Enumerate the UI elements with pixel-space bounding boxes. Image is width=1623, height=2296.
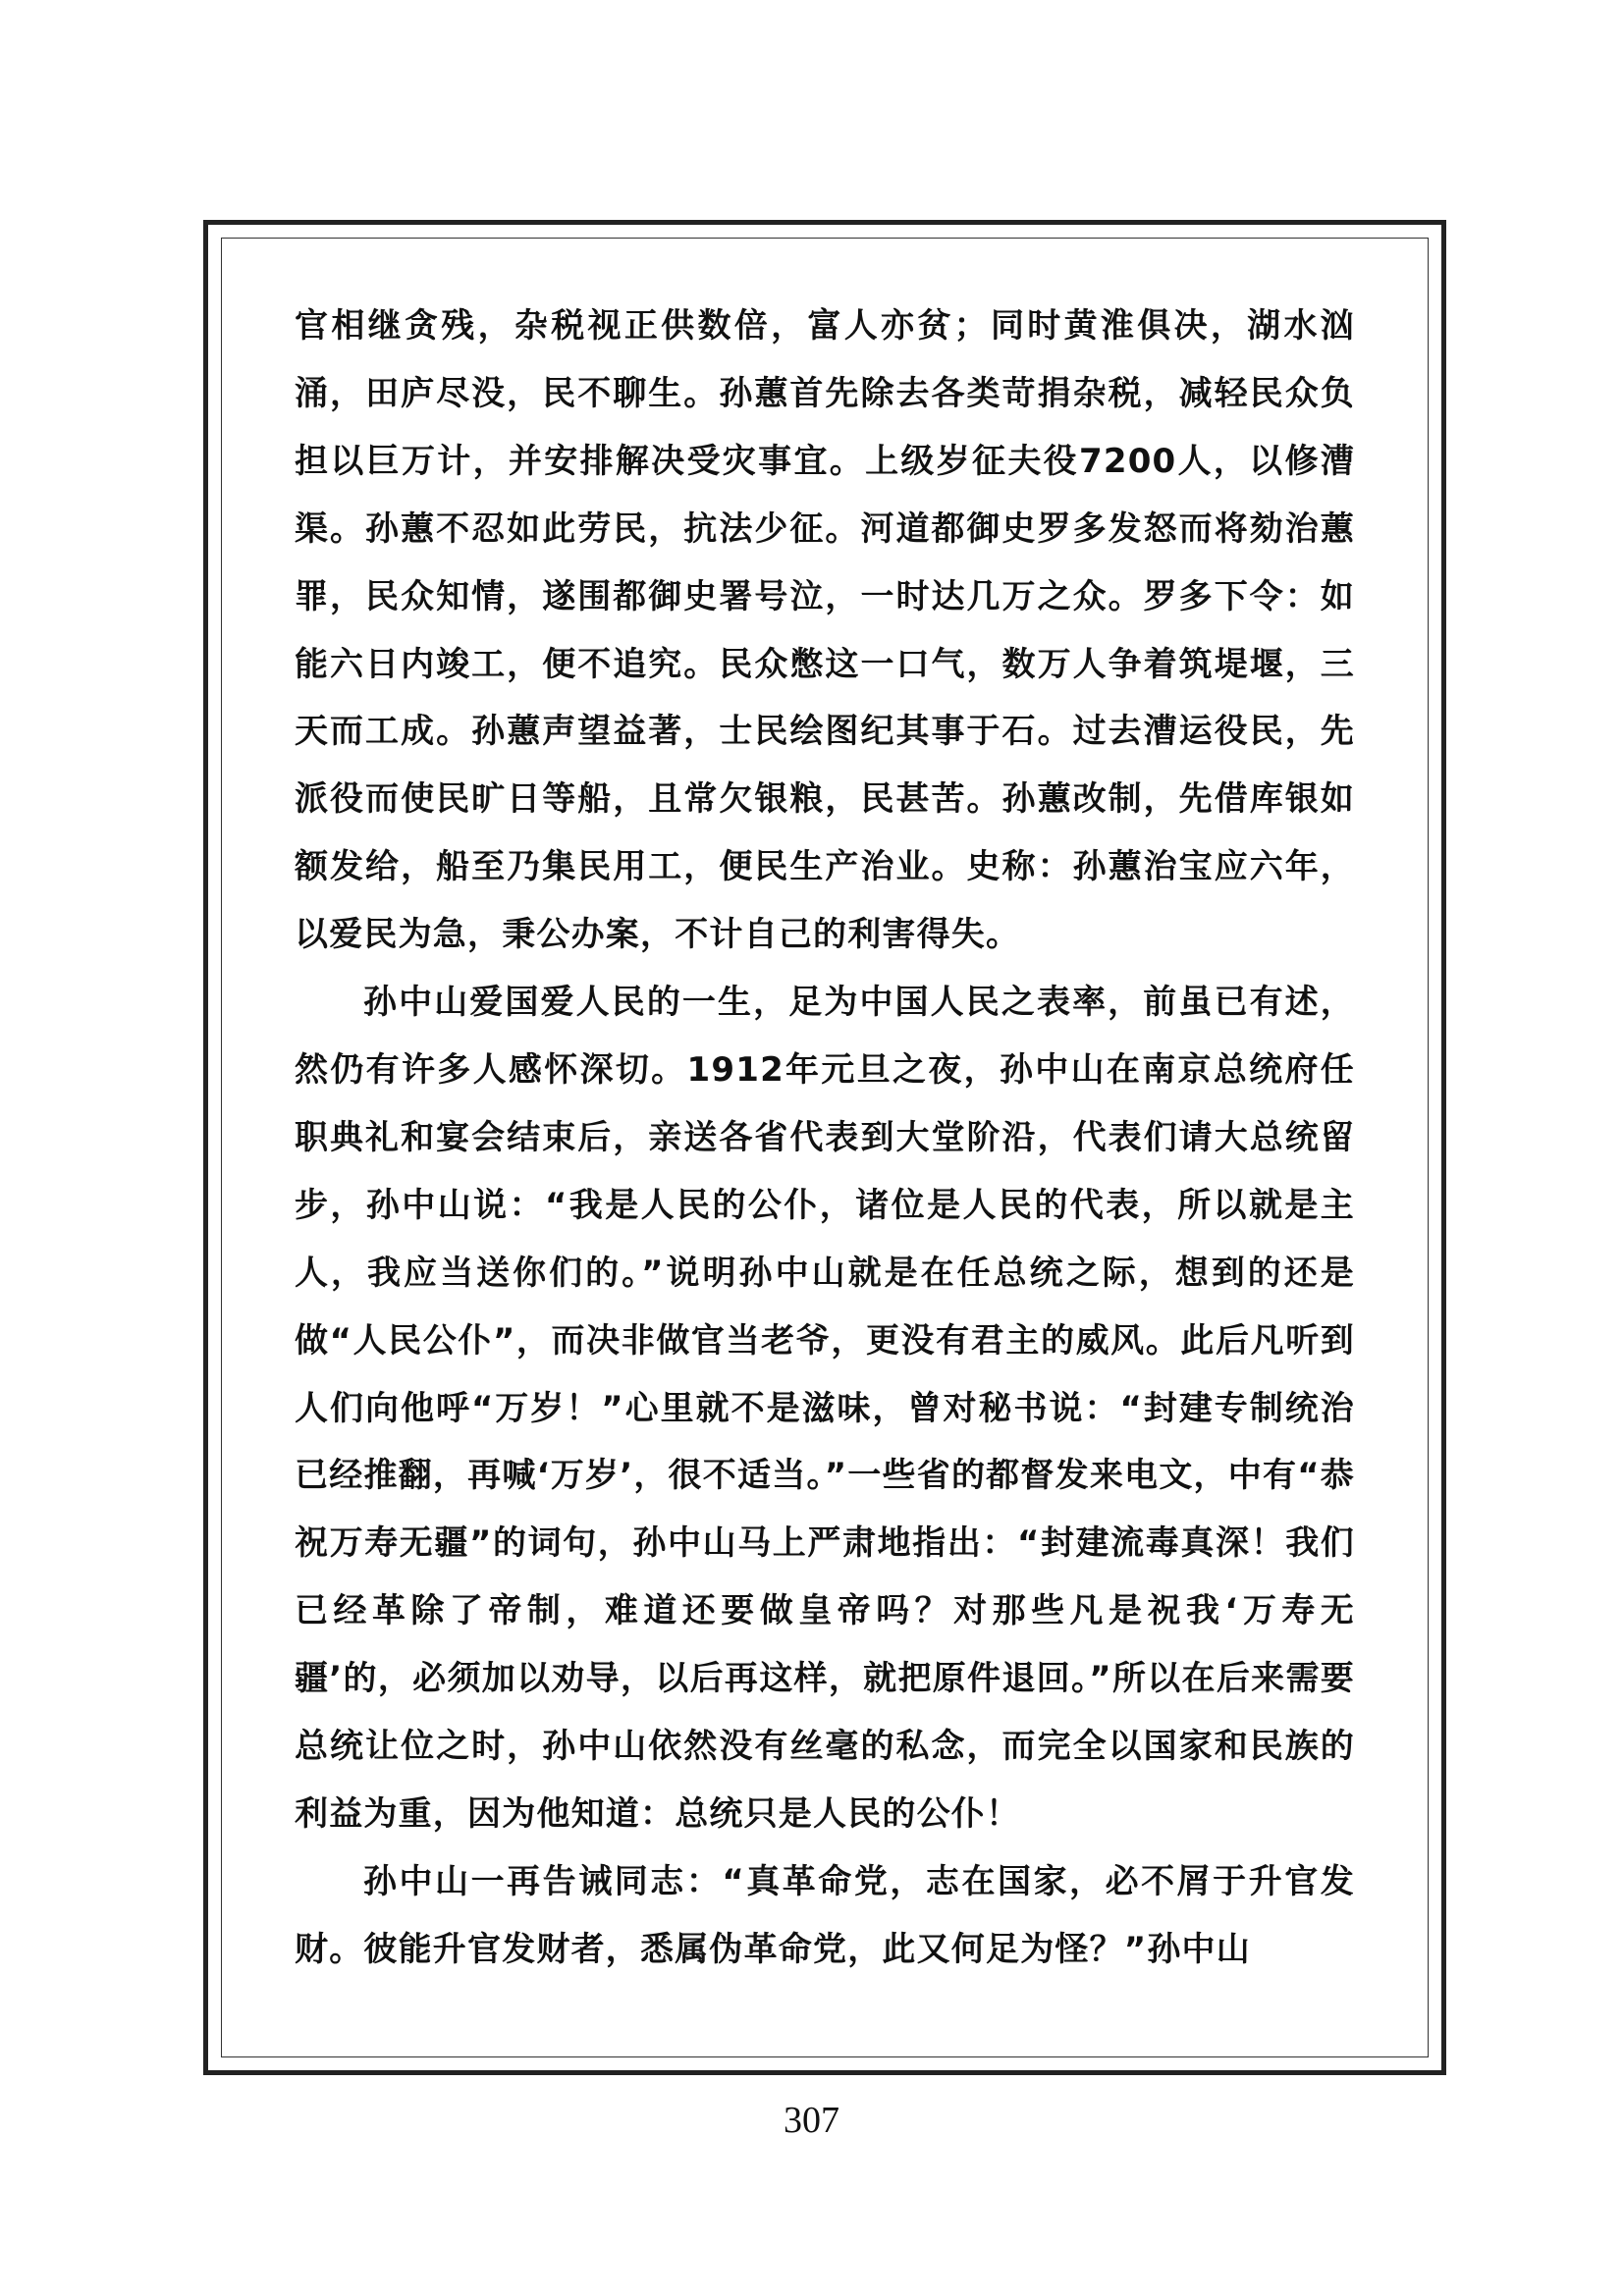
- paragraph-2: 孙中山爱国爱人民的一生，足为中国人民之表率，前虽已有述，然仍有许多人感怀深切。1912年元旦之夜，孙中山在南京总统府任职典礼和宴会结束后，亲送各省代表到大堂阶沿，代表们请大总统留步，孙中山说：“我是人民的公仆，诸位是人民的代表，所以就是主人，我应当送你们的。”说明孙中山就是在任总统之际，想到的还是做“人民公仆”，而决非做官当老爷，更没有君主的威风。此后凡听到人们向他呼“万岁！”心里就不是滋味，曾对秘书说：“封建专制统治已经推翻，再喊‘万岁’，很不适当。”一些省的都督发来电文，中有“恭祝万寿无疆”的词句，孙中山马上严肃地指出：“封建流毒真深！我们已经革除了帝制，难道还要做皇帝吗？对那些凡是祝我‘万寿无疆’的，必须加以劝导，以后再这样，就把原件退回。”所以在后来需要总统让位之时，孙中山依然没有丝毫的私念，而完全以国家和民族的利益为重，因为他知道：总统只是人民的公仆！: [295, 983, 1355, 1834]
- paragraph-1: 官相继贪残，杂税视正供数倍，富人亦贫；同时黄淮俱决，湖水汹涌，田庐尽没，民不聊生。孙蕙首先除去各类苛捐杂税，减轻民众负担以巨万计，并安排解决受灾事宜。上级岁征夫役7200人，以修漕渠。孙蕙不忍如此劳民，抗法少征。河道都御史罗多发怒而将劾治蕙罪，民众知情，遂围都御史署号泣，一时达几万之众。罗多下令：如能六日内竣工，便不追究。民众憋这一口气，数万人争着筑堤堰，三天而工成。孙蕙声望益著，士民绘图纪其事于石。过去漕运役民，先派役而使民旷日等船，且常欠银粮，民甚苦。孙蕙改制，先借库银如额发给，船至乃集民用工，便民生产治业。史称：孙蕙治宝应六年，以爱民为急，秉公办案，不计自己的利害得失。: [295, 306, 1355, 955]
- paragraph-3: 孙中山一再告诫同志：“真革命党，志在国家，必不屑于升官发财。彼能升官发财者，悉属伪革命党，此又何足为怪？”孙中山: [295, 1861, 1355, 1969]
- page-number: 307: [784, 2100, 839, 2141]
- body-text: [295, 293, 1355, 1984]
